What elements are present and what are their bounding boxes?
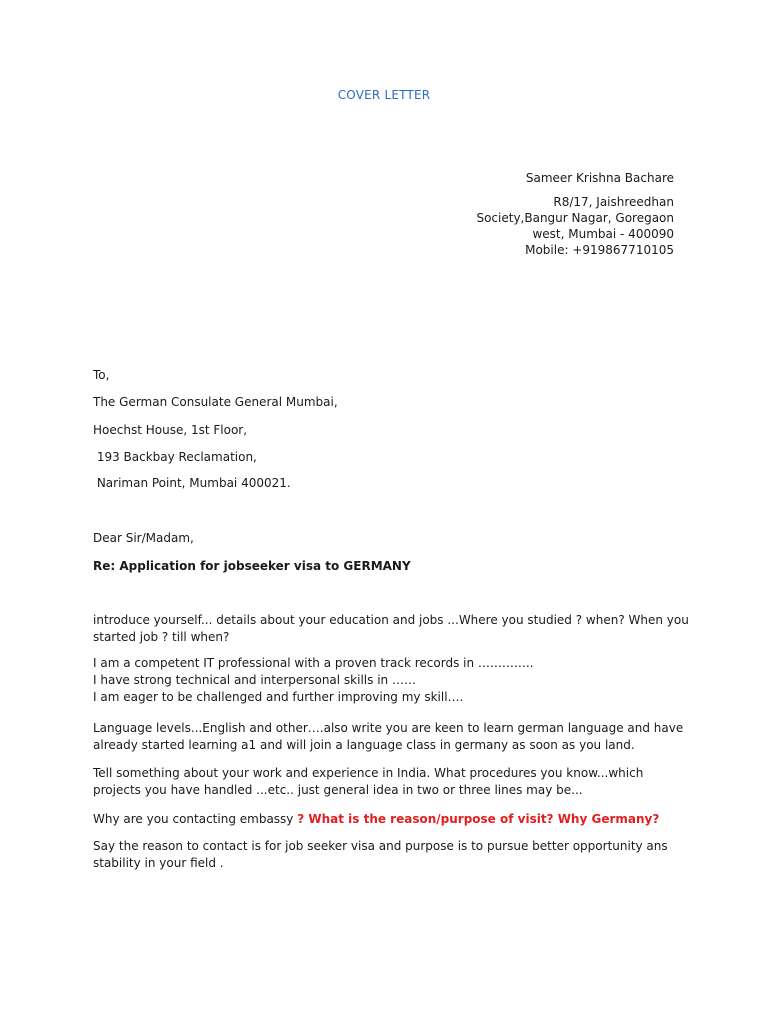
paragraph-line: introduce yourself... details about your education and jobs ...Where you studied ? when? When you [93, 613, 689, 627]
skills-paragraph [93, 655, 683, 706]
greeting: Dear Sir/Madam, [93, 531, 194, 545]
sender-block [476, 170, 674, 258]
paragraph-line: Say the reason to contact is for job seeker visa and purpose is to pursue better opportunity ans [93, 839, 668, 853]
paragraph-line: stability in your field . [93, 856, 224, 870]
language-paragraph [93, 720, 683, 754]
recipient-line: 193 Backbay Reclamation, [93, 450, 257, 464]
intro-paragraph [93, 612, 689, 646]
paragraph-line: Tell something about your work and experience in India. What procedures you know...which [93, 766, 644, 780]
recipient-line: Nariman Point, Mumbai 400021. [93, 476, 291, 490]
sender-name: Sameer Krishna Bachare [525, 171, 674, 185]
paragraph-line: I am a competent IT professional with a proven track records in ………….. [93, 656, 534, 670]
paragraph-line: I am eager to be challenged and further improving my skill…. [93, 690, 464, 704]
paragraph-line: Language levels...English and other….also write you are keen to learn german language and have [93, 721, 684, 735]
paragraph-line: already started learning a1 and will join a language class in germany as soon as you land. [93, 738, 635, 752]
document-title: COVER LETTER [337, 88, 431, 102]
work-paragraph [93, 765, 683, 799]
recipient-line: Hoechst House, 1st Floor, [93, 423, 248, 437]
sender-address-line: west, Mumbai - 400090 [532, 227, 674, 241]
subject-line: Re: Application for jobseeker visa to GERMANY [93, 559, 411, 573]
sender-address-line: R8/17, Jaishreedhan [553, 195, 674, 209]
recipient-line: The German Consulate General Mumbai, [93, 395, 338, 409]
embassy-paragraph [93, 811, 683, 828]
sender-mobile: Mobile: +919867710105 [525, 243, 674, 257]
embassy-question-text: Why are you contacting embassy [93, 812, 298, 826]
sender-address-line: Society,Bangur Nagar, Goregaon [476, 211, 674, 225]
reason-paragraph [93, 838, 683, 872]
paragraph-line: started job ? till when? [93, 630, 230, 644]
paragraph-line: projects you have handled ...etc.. just general idea in two or three lines may be... [93, 783, 583, 797]
paragraph-line: I have strong technical and interpersonal skills in …… [93, 673, 416, 687]
recipient-to: To, [93, 368, 110, 382]
embassy-question-highlight: ? What is the reason/purpose of visit? Why Germany? [297, 812, 660, 826]
